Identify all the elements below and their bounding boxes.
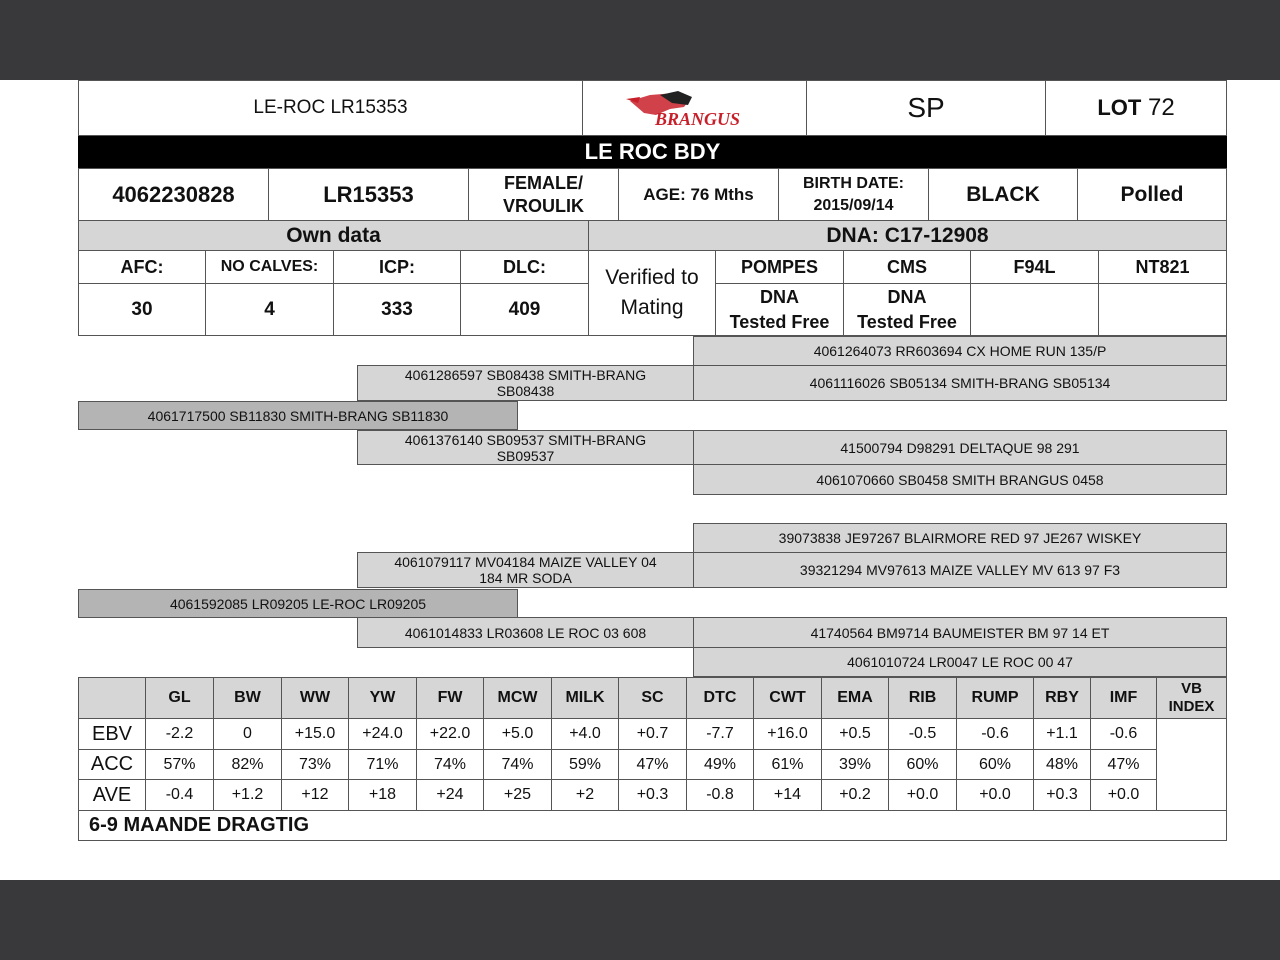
pedigree-sire-sire-sire: 4061264073 RR603694 CX HOME RUN 135/P [693,336,1227,366]
ebv-col-header: FW [416,677,484,719]
ebv-cell: +5.0 [483,718,552,750]
acc-cell: 47% [618,749,687,780]
dna-result-f94l [970,283,1099,336]
pedigree-dam-sire: 4061079117 MV04184 MAIZE VALLEY 04 184 MR SODA [357,552,694,588]
ebv-cell: 0 [213,718,282,750]
ebv-col-header: IMF [1090,677,1157,719]
ebv-cell: +16.0 [753,718,822,750]
acc-cell: 74% [483,749,552,780]
dna-result-pompes: DNA Tested Free [715,283,844,336]
own-data-value: 30 [78,283,206,336]
ebv-cell: -0.5 [888,718,957,750]
pedigree-sire-dam-sire: 41500794 D98291 DELTAQUE 98 291 [693,430,1227,465]
reg-name: LE-ROC LR15353 [78,80,583,136]
ave-cell: +1.2 [213,779,282,811]
ebv-col-header: WW [281,677,349,719]
pedigree-sire-dam-dam: 4061070660 SB0458 SMITH BRANGUS 0458 [693,464,1227,495]
acc-cell: 49% [686,749,754,780]
vb-index-header: VB INDEX [1156,677,1227,719]
ave-cell: -0.4 [145,779,214,811]
ebv-col-header: EMA [821,677,889,719]
own-data-value: 4 [205,283,334,336]
acc-cell: 60% [956,749,1034,780]
acc-cell: 39% [821,749,889,780]
own-data-title: Own data [78,220,589,251]
acc-cell: 60% [888,749,957,780]
ebv-cell: -2.2 [145,718,214,750]
ebv-col-header: YW [348,677,417,719]
own-data-value: 409 [460,283,589,336]
ebv-cell: +1.1 [1033,718,1091,750]
dna-header-nt821: NT821 [1098,250,1227,284]
pedigree-dam-dam-dam: 4061010724 LR0047 LE ROC 00 47 [693,647,1227,677]
acc-cell: 59% [551,749,619,780]
acc-cell: 47% [1090,749,1157,780]
ebv-col-header: BW [213,677,282,719]
ebv-cell: +24.0 [348,718,417,750]
birth-date: BIRTH DATE: 2015/09/14 [778,168,929,221]
svg-text:BRANGUS: BRANGUS [654,109,740,129]
ebv-cell: +0.7 [618,718,687,750]
acc-cell: 57% [145,749,214,780]
reg-number: LR15353 [268,168,469,221]
pedigree-sire-sire-dam: 4061116026 SB05134 SMITH-BRANG SB05134 [693,365,1227,401]
color: BLACK [928,168,1078,221]
brangus-logo [582,80,807,136]
ave-cell: -0.8 [686,779,754,811]
ebv-col-header: MCW [483,677,552,719]
ebv-col-header: RIB [888,677,957,719]
ebv-cell: +15.0 [281,718,349,750]
dna-result-nt821 [1098,283,1227,336]
own-data-header: DLC: [460,250,589,284]
ave-cell: +2 [551,779,619,811]
ebv-cell: +4.0 [551,718,619,750]
acc-cell: 74% [416,749,484,780]
dna-header-f94l: F94L [970,250,1099,284]
bull-logo-icon [620,85,770,131]
ave-cell: +0.3 [1033,779,1091,811]
ebv-col-header: RUMP [956,677,1034,719]
status-code: SP [806,80,1046,136]
ave-cell: +0.0 [1090,779,1157,811]
ebv-col-header: CWT [753,677,822,719]
pedigree-dam-dam-sire: 41740564 BM9714 BAUMEISTER BM 97 14 ET [693,617,1227,648]
bottom-letterbox-band [0,880,1280,960]
ebv-col-header: MILK [551,677,619,719]
top-letterbox-band [0,0,1280,80]
dna-header-cms: CMS [843,250,971,284]
sex: FEMALE/ VROULIK [468,168,619,221]
ave-row-label: AVE [78,779,146,811]
acc-cell: 48% [1033,749,1091,780]
pedigree-dam-dam: 4061014833 LR03608 LE ROC 03 608 [357,617,694,648]
ave-cell: +18 [348,779,417,811]
ave-cell: +25 [483,779,552,811]
ave-cell: +0.2 [821,779,889,811]
animal-id: 4062230828 [78,168,269,221]
verified-to-mating: Verified to Mating [588,250,716,336]
ebv-row-label: EBV [78,718,146,750]
dna-header-pompes: POMPES [715,250,844,284]
acc-cell: 82% [213,749,282,780]
dna-result-cms: DNA Tested Free [843,283,971,336]
ebv-col-header: GL [145,677,214,719]
pedigree-sire-sire: 4061286597 SB08438 SMITH-BRANG SB08438 [357,365,694,401]
ebv-cell: -7.7 [686,718,754,750]
acc-cell: 71% [348,749,417,780]
ave-cell: +0.0 [888,779,957,811]
ave-cell: +24 [416,779,484,811]
pedigree-dam-sire-dam: 39321294 MV97613 MAIZE VALLEY MV 613 97 F3 [693,552,1227,588]
own-data-value: 333 [333,283,461,336]
own-data-header: NO CALVES: [205,250,334,284]
animal-title: LE ROC BDY [78,136,1227,168]
pedigree-sire: 4061717500 SB11830 SMITH-BRANG SB11830 [78,401,518,430]
pedigree-dam: 4061592085 LR09205 LE-ROC LR09205 [78,589,518,618]
acc-cell: 61% [753,749,822,780]
ebv-corner-cell [78,677,146,719]
ebv-col-header: SC [618,677,687,719]
ebv-col-header: DTC [686,677,754,719]
ave-cell: +0.3 [618,779,687,811]
own-data-header: ICP: [333,250,461,284]
age: AGE: 76 Mths [618,168,779,221]
pregnancy-note: 6-9 MAANDE DRAGTIG [78,810,1227,841]
ebv-col-header: RBY [1033,677,1091,719]
ebv-cell: +0.5 [821,718,889,750]
pedigree-dam-sire-sire: 39073838 JE97267 BLAIRMORE RED 97 JE267 WISKEY [693,523,1227,553]
ebv-cell: +22.0 [416,718,484,750]
ebv-cell: -0.6 [1090,718,1157,750]
acc-cell: 73% [281,749,349,780]
dna-title: DNA: C17-12908 [588,220,1227,251]
polled-status: Polled [1077,168,1227,221]
ave-cell: +0.0 [956,779,1034,811]
ave-cell: +14 [753,779,822,811]
acc-row-label: ACC [78,749,146,780]
vb-index-value [1156,718,1227,811]
own-data-header: AFC: [78,250,206,284]
lot-number: LOT 72 [1045,80,1227,136]
ebv-cell: -0.6 [956,718,1034,750]
pedigree-sire-dam: 4061376140 SB09537 SMITH-BRANG SB09537 [357,430,694,465]
ave-cell: +12 [281,779,349,811]
